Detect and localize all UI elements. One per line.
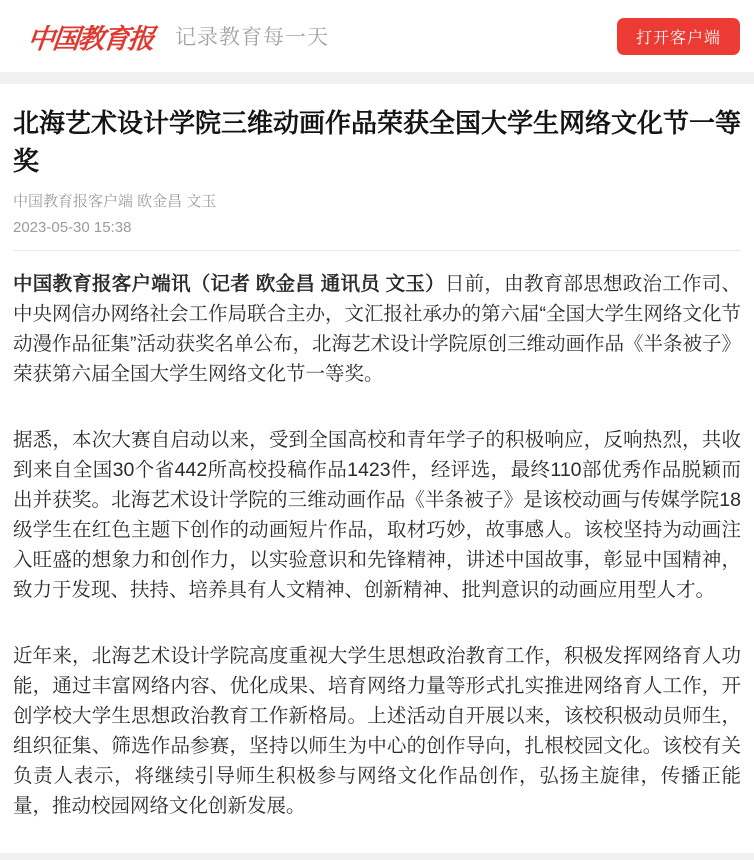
article-source-byline: 中国教育报客户端 欧金昌 文玉 bbox=[13, 193, 217, 210]
meta-divider bbox=[13, 250, 741, 251]
article-body bbox=[0, 84, 754, 821]
bottom-separator-strip bbox=[0, 853, 754, 860]
open-app-button[interactable]: 打开客户端 bbox=[617, 18, 740, 55]
article-meta bbox=[13, 189, 741, 241]
article-paragraph-3 bbox=[13, 641, 741, 821]
paragraph-3-text: 近年来，北海艺术设计学院高度重视大学生思想政治教育工作，积极发挥网络育人功能，通过丰富网络内容、优化成果、培育网络力量等形式扎实推进网络育人工作，开创学校大学生思想政治教育工作新格局。上述活动自开展以来，该校积极动员师生，组织征集、筛选作品参赛，坚持以师生为中心的创作导向，扎根校园文化。该校有关负责人表示，将继续引导师生积极参与网络文化作品创作，弘扬主旋律，传播正能量，推动校园网络文化创新发展。 bbox=[13, 645, 741, 817]
brand-logo[interactable]: 中国教育报 bbox=[26, 23, 155, 55]
article-paragraph-1 bbox=[13, 269, 741, 389]
paragraph-2-text: 据悉，本次大赛自启动以来，受到全国高校和青年学子的积极响应，反响热烈，共收到来自全国30个省442所高校投稿作品1423件，经评选，最终110部优秀作品脱颖而出并获奖。北海艺术设计学院的三维动画作品《半条被子》是该校动画与传媒学院18级学生在红色主题下创作的动画短片作品，取材巧妙，故事感人。该校坚持为动画注入旺盛的想象力和创作力，以实验意识和先锋精神，讲述中国故事，彰显中国精神，致力于发现、扶持、培养具有人文精神、创新精神、批判意识的动画应用型人才。 bbox=[13, 429, 741, 601]
article-publish-time: 2023-05-30 15:38 bbox=[13, 219, 132, 236]
header-separator-strip bbox=[0, 72, 754, 84]
paragraph-1-text: 日前，由教育部思想政治工作司、中央网信办网络社会工作局联合主办，文汇报社承办的第六届“全国大学生网络文化节动漫作品征集”活动获奖名单公布，北海艺术设计学院原创三维动画作品《半条被子》荣获第六届全国大学生网络文化节一等奖。 bbox=[13, 273, 741, 385]
article-title: 北海艺术设计学院三维动画作品荣获全国大学生网络文化节一等奖 bbox=[13, 108, 742, 176]
app-header bbox=[0, 0, 754, 72]
article-paragraph-2 bbox=[13, 425, 741, 605]
paragraph-1-bold-lead: 中国教育报客户端讯（记者 欧金昌 通讯员 文玉） bbox=[13, 273, 445, 295]
brand-tagline: 记录教育每一天 bbox=[175, 26, 329, 49]
